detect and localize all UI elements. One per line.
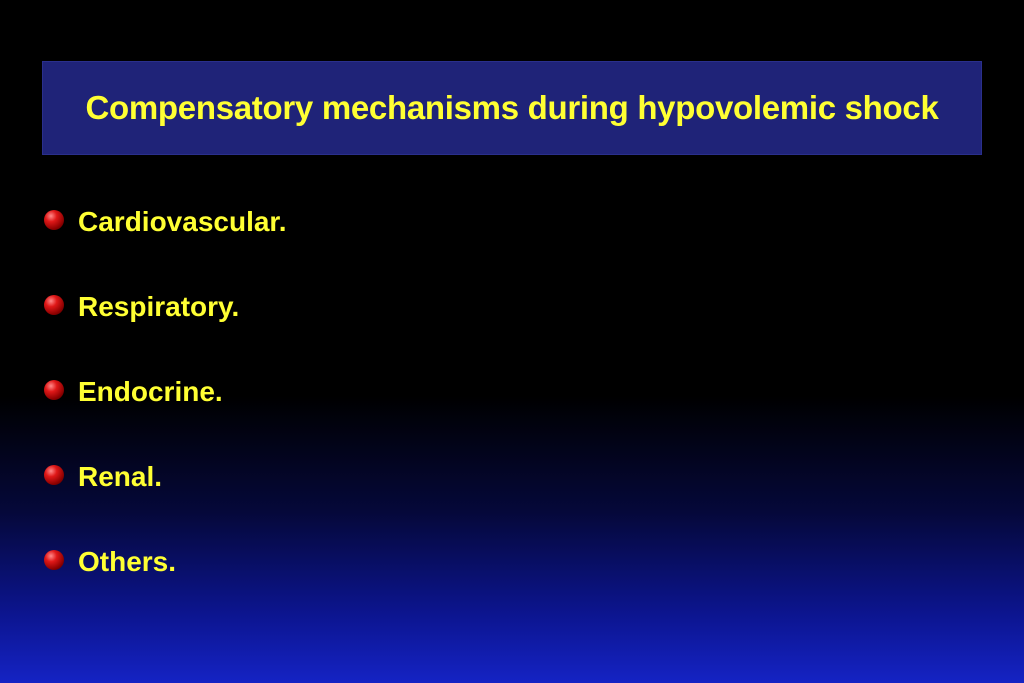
title-bar — [42, 61, 982, 155]
bullet-label-cardiovascular: Cardiovascular. — [78, 206, 287, 237]
list-item — [44, 200, 287, 285]
bullet-label-renal: Renal. — [78, 461, 163, 492]
bullet-icon — [44, 295, 64, 315]
bullet-list — [44, 200, 287, 625]
bullet-icon — [44, 210, 64, 230]
list-item — [44, 370, 287, 455]
list-item — [44, 455, 287, 540]
list-item — [44, 285, 287, 370]
bullet-icon — [44, 550, 64, 570]
bullet-label-endocrine: Endocrine. — [78, 376, 223, 407]
bullet-label-respiratory: Respiratory. — [78, 291, 240, 322]
slide-title: Compensatory mechanisms during hypovolemic shock — [85, 89, 939, 126]
bullet-icon — [44, 465, 64, 485]
list-item — [44, 540, 287, 625]
bullet-icon — [44, 380, 64, 400]
bullet-label-others: Others. — [78, 546, 177, 577]
